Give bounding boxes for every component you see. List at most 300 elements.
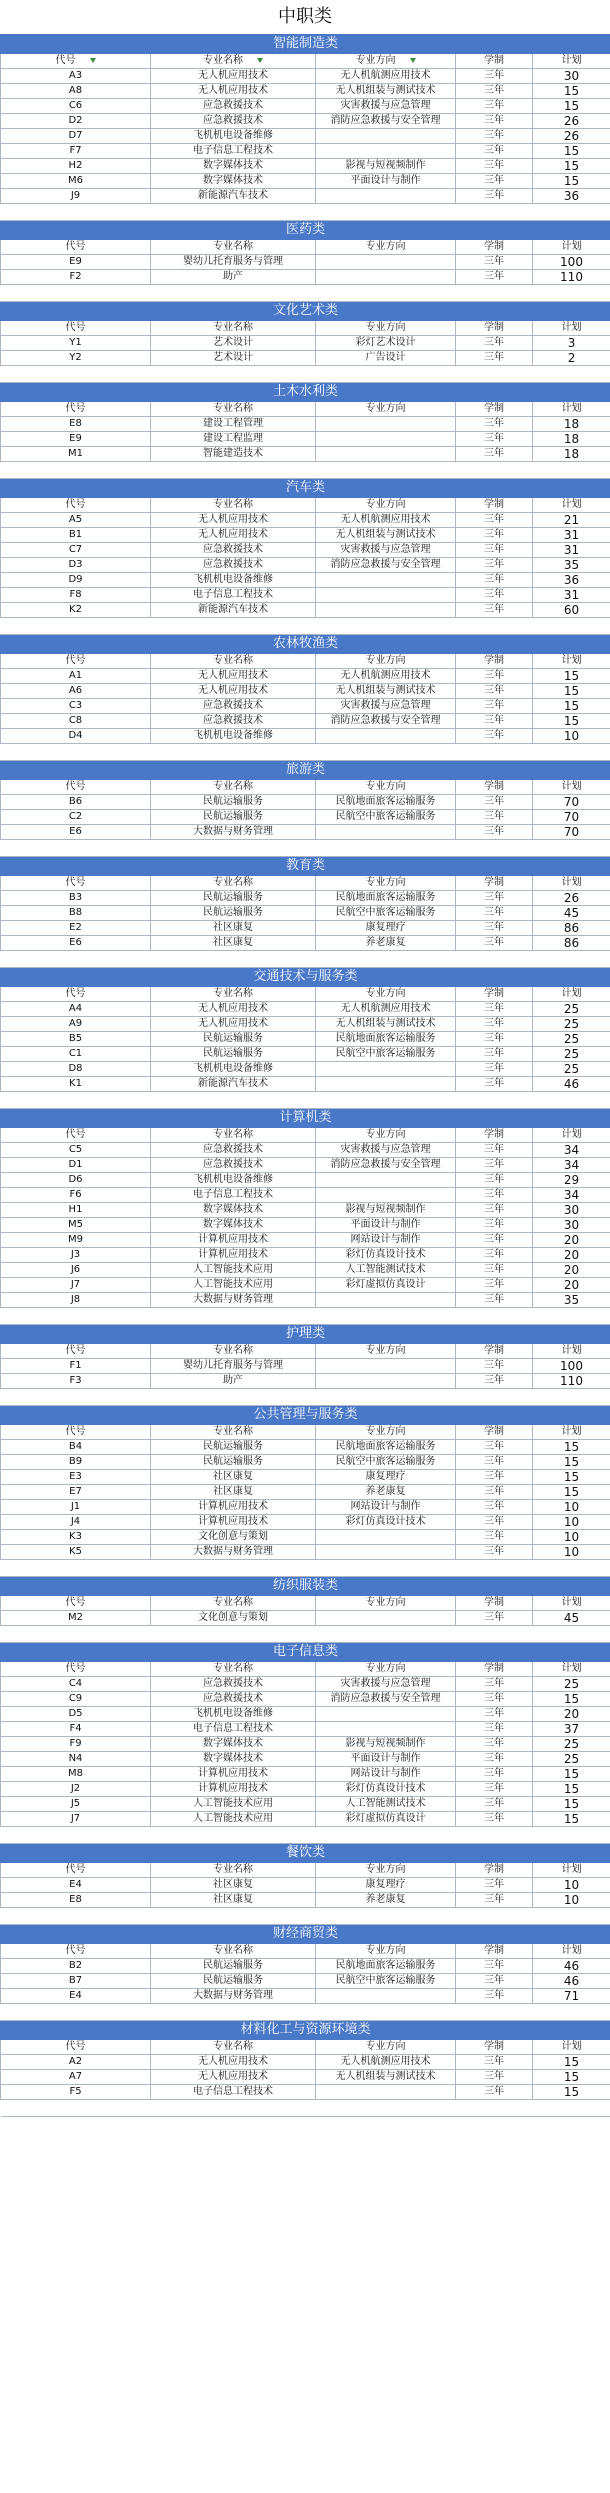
header-plan: 计划 xyxy=(533,1863,610,1878)
cell-years: 三年 xyxy=(456,810,533,825)
header-plan: 计划 xyxy=(533,498,610,513)
header-direction: 专业方向 xyxy=(316,780,456,795)
cell-plan: 10 xyxy=(533,1500,610,1515)
table-row xyxy=(1,1515,610,1530)
cell-code: E9 xyxy=(1,255,151,270)
table-row xyxy=(1,795,610,810)
header-years: 学制 xyxy=(456,876,533,891)
cell-years: 三年 xyxy=(456,558,533,573)
cell-direction: 养老康复 xyxy=(316,1485,456,1500)
section-gap xyxy=(1,1827,610,1844)
header-row xyxy=(1,987,610,1002)
cell-direction: 无人机航测应用技术 xyxy=(316,69,456,84)
cell-plan: 10 xyxy=(533,1893,610,1908)
header-row xyxy=(1,1863,610,1878)
cell-direction: 人工智能测试技术 xyxy=(316,1797,456,1812)
cell-code: B3 xyxy=(1,891,151,906)
cell-major: 新能源汽车技术 xyxy=(151,189,316,204)
table-row xyxy=(1,1707,610,1722)
cell-direction: 康复理疗 xyxy=(316,1470,456,1485)
cell-major: 飞机机电设备维修 xyxy=(151,1707,316,1722)
cell-direction xyxy=(316,573,456,588)
header-plan: 计划 xyxy=(533,1425,610,1440)
table-row xyxy=(1,1455,610,1470)
table-row xyxy=(1,1233,610,1248)
cell-plan: 70 xyxy=(533,825,610,840)
filter-dropdown-icon[interactable] xyxy=(410,58,416,63)
table-row xyxy=(1,1470,610,1485)
cell-years: 三年 xyxy=(456,336,533,351)
cell-major: 大数据与财务管理 xyxy=(151,1293,316,1308)
cell-years: 三年 xyxy=(456,270,533,285)
cell-plan: 15 xyxy=(533,699,610,714)
section-gap xyxy=(1,744,610,761)
cell-years: 三年 xyxy=(456,573,533,588)
cell-plan: 21 xyxy=(533,513,610,528)
header-major[interactable]: 专业名称 xyxy=(151,54,316,69)
table-row xyxy=(1,174,610,189)
header-row xyxy=(1,498,610,513)
cell-code: C6 xyxy=(1,99,151,114)
cell-direction xyxy=(316,1188,456,1203)
cell-plan: 15 xyxy=(533,1455,610,1470)
category-row xyxy=(1,2021,610,2040)
cell-major: 社区康复 xyxy=(151,936,316,951)
cell-code: M2 xyxy=(1,1611,151,1626)
cell-code: C4 xyxy=(1,1677,151,1692)
cell-direction: 彩灯虚拟仿真设计 xyxy=(316,1812,456,1827)
category-title: 医药类 xyxy=(1,221,610,240)
cell-direction xyxy=(316,447,456,462)
cell-major: 数字媒体技术 xyxy=(151,1203,316,1218)
cell-major: 新能源汽车技术 xyxy=(151,603,316,618)
header-code: 代号 xyxy=(1,2040,151,2055)
cell-direction: 网站设计与制作 xyxy=(316,1500,456,1515)
header-years: 学制 xyxy=(456,54,533,69)
header-years: 学制 xyxy=(456,1863,533,1878)
cell-plan: 10 xyxy=(533,1545,610,1560)
table-row xyxy=(1,891,610,906)
cell-code: D8 xyxy=(1,1062,151,1077)
header-code: 代号 xyxy=(1,1662,151,1677)
category-title: 土木水利类 xyxy=(1,383,610,402)
section-gap xyxy=(1,1560,610,1577)
cell-plan: 46 xyxy=(533,1077,610,1092)
cell-direction xyxy=(316,1374,456,1389)
header-code: 代号 xyxy=(1,402,151,417)
cell-code: A4 xyxy=(1,1002,151,1017)
cell-plan: 86 xyxy=(533,921,610,936)
cell-code: E2 xyxy=(1,921,151,936)
cell-plan: 25 xyxy=(533,1752,610,1767)
cell-years: 三年 xyxy=(456,1530,533,1545)
table-row xyxy=(1,336,610,351)
category-title: 护理类 xyxy=(1,1325,610,1344)
cell-plan: 34 xyxy=(533,1143,610,1158)
cell-major: 电子信息工程技术 xyxy=(151,144,316,159)
table-row xyxy=(1,1611,610,1626)
cell-code: J8 xyxy=(1,1293,151,1308)
cell-plan: 25 xyxy=(533,1002,610,1017)
cell-code: M5 xyxy=(1,1218,151,1233)
table-row xyxy=(1,1248,610,1263)
table-row xyxy=(1,810,610,825)
header-plan: 计划 xyxy=(533,780,610,795)
cell-direction: 民航空中旅客运输服务 xyxy=(316,906,456,921)
cell-major: 民航运输服务 xyxy=(151,906,316,921)
header-code: 代号 xyxy=(1,1425,151,1440)
header-plan: 计划 xyxy=(533,2040,610,2055)
table-row xyxy=(1,1677,610,1692)
cell-plan: 3 xyxy=(533,336,610,351)
cell-major: 人工智能技术应用 xyxy=(151,1812,316,1827)
table-row xyxy=(1,1077,610,1092)
cell-code: J7 xyxy=(1,1812,151,1827)
cell-direction xyxy=(316,825,456,840)
cell-major: 电子信息工程技术 xyxy=(151,588,316,603)
cell-years: 三年 xyxy=(456,891,533,906)
cell-years: 三年 xyxy=(456,1500,533,1515)
header-major: 专业名称 xyxy=(151,987,316,1002)
cell-major: 社区康复 xyxy=(151,1893,316,1908)
header-major: 专业名称 xyxy=(151,240,316,255)
header-years: 学制 xyxy=(456,498,533,513)
cell-major: 计算机应用技术 xyxy=(151,1767,316,1782)
cell-direction: 灾害救援与应急管理 xyxy=(316,99,456,114)
cell-years: 三年 xyxy=(456,189,533,204)
table-row xyxy=(1,1692,610,1707)
table-row xyxy=(1,1893,610,1908)
cell-plan: 15 xyxy=(533,1767,610,1782)
cell-plan: 10 xyxy=(533,1515,610,1530)
cell-years: 三年 xyxy=(456,1485,533,1500)
cell-major: 建设工程监理 xyxy=(151,432,316,447)
cell-code: D2 xyxy=(1,114,151,129)
section-gap xyxy=(1,1908,610,1925)
cell-major: 应急救援技术 xyxy=(151,1677,316,1692)
header-plan: 计划 xyxy=(533,240,610,255)
category-title: 电子信息类 xyxy=(1,1643,610,1662)
cell-plan: 15 xyxy=(533,1692,610,1707)
cell-years: 三年 xyxy=(456,1047,533,1062)
table-row xyxy=(1,1737,610,1752)
cell-code: B5 xyxy=(1,1032,151,1047)
cell-direction: 养老康复 xyxy=(316,936,456,951)
header-row xyxy=(1,876,610,891)
cell-years: 三年 xyxy=(456,1032,533,1047)
cell-direction: 无人机组装与测试技术 xyxy=(316,2070,456,2085)
cell-years: 三年 xyxy=(456,99,533,114)
cell-years: 三年 xyxy=(456,1677,533,1692)
header-code: 代号 xyxy=(1,1944,151,1959)
header-code: 代号 xyxy=(1,498,151,513)
cell-code: H2 xyxy=(1,159,151,174)
table-row xyxy=(1,528,610,543)
cell-major: 大数据与财务管理 xyxy=(151,1989,316,2004)
cell-plan: 25 xyxy=(533,1047,610,1062)
cell-direction xyxy=(316,1293,456,1308)
cell-years: 三年 xyxy=(456,432,533,447)
table-row xyxy=(1,144,610,159)
category-row xyxy=(1,968,610,987)
cell-major: 无人机应用技术 xyxy=(151,513,316,528)
header-major: 专业名称 xyxy=(151,321,316,336)
cell-major: 飞机机电设备维修 xyxy=(151,129,316,144)
cell-plan: 25 xyxy=(533,1017,610,1032)
cell-major: 数字媒体技术 xyxy=(151,159,316,174)
cell-direction xyxy=(316,417,456,432)
section-gap xyxy=(1,1389,610,1406)
cell-plan: 86 xyxy=(533,936,610,951)
table-row xyxy=(1,1032,610,1047)
cell-years: 三年 xyxy=(456,1143,533,1158)
cell-plan: 15 xyxy=(533,2085,610,2100)
category-title: 教育类 xyxy=(1,857,610,876)
cell-plan: 15 xyxy=(533,174,610,189)
cell-plan: 110 xyxy=(533,270,610,285)
cell-code: A9 xyxy=(1,1017,151,1032)
cell-major: 智能建造技术 xyxy=(151,447,316,462)
header-years: 学制 xyxy=(456,1128,533,1143)
cell-major: 无人机应用技术 xyxy=(151,2055,316,2070)
cell-years: 三年 xyxy=(456,1293,533,1308)
cell-years: 三年 xyxy=(456,1173,533,1188)
cell-code: E4 xyxy=(1,1878,151,1893)
header-major: 专业名称 xyxy=(151,498,316,513)
cell-direction: 无人机航测应用技术 xyxy=(316,1002,456,1017)
cell-major: 应急救援技术 xyxy=(151,699,316,714)
table-row xyxy=(1,1374,610,1389)
cell-code: H1 xyxy=(1,1203,151,1218)
header-direction: 专业方向 xyxy=(316,240,456,255)
category-title: 计算机类 xyxy=(1,1109,610,1128)
cell-plan: 45 xyxy=(533,1611,610,1626)
header-direction: 专业方向 xyxy=(316,1863,456,1878)
category-title: 汽车类 xyxy=(1,479,610,498)
category-row xyxy=(1,302,610,321)
cell-code: C5 xyxy=(1,1143,151,1158)
cell-code: K2 xyxy=(1,603,151,618)
header-years: 学制 xyxy=(456,240,533,255)
cell-direction: 康复理疗 xyxy=(316,1878,456,1893)
category-title: 材料化工与资源环境类 xyxy=(1,2021,610,2040)
cell-direction xyxy=(316,1062,456,1077)
cell-direction: 广告设计 xyxy=(316,351,456,366)
cell-major: 文化创意与策划 xyxy=(151,1611,316,1626)
cell-code: B7 xyxy=(1,1974,151,1989)
table-row xyxy=(1,1989,610,2004)
cell-plan: 25 xyxy=(533,1737,610,1752)
cell-direction: 影视与短视频制作 xyxy=(316,1737,456,1752)
cell-years: 三年 xyxy=(456,513,533,528)
cell-plan: 18 xyxy=(533,447,610,462)
cell-direction: 彩灯仿真设计技术 xyxy=(316,1782,456,1797)
cell-plan: 26 xyxy=(533,891,610,906)
category-title: 交通技术与服务类 xyxy=(1,968,610,987)
cell-years: 三年 xyxy=(456,159,533,174)
cell-direction xyxy=(316,1173,456,1188)
cell-code: F6 xyxy=(1,1188,151,1203)
cell-major: 无人机应用技术 xyxy=(151,669,316,684)
cell-code: J4 xyxy=(1,1515,151,1530)
header-code: 代号 xyxy=(1,1344,151,1359)
cell-code: A5 xyxy=(1,513,151,528)
cell-plan: 26 xyxy=(533,114,610,129)
page-title: 中职类 xyxy=(278,6,332,27)
cell-code: E6 xyxy=(1,825,151,840)
cell-direction: 平面设计与制作 xyxy=(316,1218,456,1233)
cell-code: F9 xyxy=(1,1737,151,1752)
cell-code: M8 xyxy=(1,1767,151,1782)
header-code[interactable]: 代号 xyxy=(1,54,151,69)
cell-years: 三年 xyxy=(456,669,533,684)
table-row xyxy=(1,1062,610,1077)
header-major: 专业名称 xyxy=(151,2040,316,2055)
table-row xyxy=(1,2070,610,2085)
cell-years: 三年 xyxy=(456,417,533,432)
header-years: 学制 xyxy=(456,780,533,795)
section-gap xyxy=(1,951,610,968)
category-title: 农林牧渔类 xyxy=(1,635,610,654)
cell-major: 无人机应用技术 xyxy=(151,69,316,84)
cell-direction xyxy=(316,189,456,204)
cell-code: A2 xyxy=(1,2055,151,2070)
cell-years: 三年 xyxy=(456,714,533,729)
cell-direction: 平面设计与制作 xyxy=(316,174,456,189)
cell-plan: 20 xyxy=(533,1248,610,1263)
cell-major: 人工智能技术应用 xyxy=(151,1797,316,1812)
table-row xyxy=(1,1188,610,1203)
filter-dropdown-icon[interactable] xyxy=(90,58,96,63)
table-row xyxy=(1,1722,610,1737)
cell-code: B2 xyxy=(1,1959,151,1974)
category-title: 旅游类 xyxy=(1,761,610,780)
table-row xyxy=(1,2055,610,2070)
cell-plan: 70 xyxy=(533,810,610,825)
cell-major: 应急救援技术 xyxy=(151,114,316,129)
cell-major: 大数据与财务管理 xyxy=(151,1545,316,1560)
cell-major: 民航运输服务 xyxy=(151,891,316,906)
cell-code: K3 xyxy=(1,1530,151,1545)
cell-years: 三年 xyxy=(456,1722,533,1737)
header-years: 学制 xyxy=(456,987,533,1002)
cell-code: J3 xyxy=(1,1248,151,1263)
table-row xyxy=(1,1203,610,1218)
table-row xyxy=(1,729,610,744)
header-major: 专业名称 xyxy=(151,1425,316,1440)
header-years: 学制 xyxy=(456,1662,533,1677)
cell-years: 三年 xyxy=(456,144,533,159)
cell-plan: 15 xyxy=(533,1470,610,1485)
cell-direction: 消防应急救援与安全管理 xyxy=(316,558,456,573)
cell-direction xyxy=(316,255,456,270)
cell-years: 三年 xyxy=(456,1812,533,1827)
cell-major: 数字媒体技术 xyxy=(151,1737,316,1752)
header-direction: 专业方向 xyxy=(316,1344,456,1359)
cell-direction: 无人机航测应用技术 xyxy=(316,669,456,684)
header-plan: 计划 xyxy=(533,321,610,336)
cell-code: B8 xyxy=(1,906,151,921)
header-major: 专业名称 xyxy=(151,402,316,417)
cell-code: E8 xyxy=(1,1893,151,1908)
cell-direction xyxy=(316,129,456,144)
cell-code: C3 xyxy=(1,699,151,714)
cell-major: 民航运输服务 xyxy=(151,1455,316,1470)
cell-years: 三年 xyxy=(456,1797,533,1812)
header-plan: 计划 xyxy=(533,1596,610,1611)
cell-plan: 35 xyxy=(533,558,610,573)
cell-years: 三年 xyxy=(456,603,533,618)
cell-years: 三年 xyxy=(456,1737,533,1752)
cell-years: 三年 xyxy=(456,129,533,144)
header-years: 学制 xyxy=(456,1425,533,1440)
cell-major: 助产 xyxy=(151,270,316,285)
table-row xyxy=(1,255,610,270)
cell-direction xyxy=(316,2085,456,2100)
cell-plan: 15 xyxy=(533,1485,610,1500)
header-major: 专业名称 xyxy=(151,876,316,891)
cell-code: B6 xyxy=(1,795,151,810)
cell-years: 三年 xyxy=(456,1752,533,1767)
cell-direction: 消防应急救援与安全管理 xyxy=(316,1158,456,1173)
header-direction: 专业方向 xyxy=(316,402,456,417)
cell-plan: 30 xyxy=(533,1218,610,1233)
table-row xyxy=(1,159,610,174)
cell-code: E3 xyxy=(1,1470,151,1485)
table-row xyxy=(1,1974,610,1989)
header-major: 专业名称 xyxy=(151,1344,316,1359)
cell-years: 三年 xyxy=(456,1002,533,1017)
table-row xyxy=(1,1359,610,1374)
cell-major: 社区康复 xyxy=(151,921,316,936)
cell-years: 三年 xyxy=(456,2070,533,2085)
table-row xyxy=(1,189,610,204)
cell-major: 婴幼儿托育服务与管理 xyxy=(151,1359,316,1374)
cell-direction xyxy=(316,588,456,603)
cell-years: 三年 xyxy=(456,1062,533,1077)
category-title: 餐饮类 xyxy=(1,1844,610,1863)
cell-years: 三年 xyxy=(456,1203,533,1218)
cell-plan: 20 xyxy=(533,1278,610,1293)
cell-major: 应急救援技术 xyxy=(151,543,316,558)
header-years: 学制 xyxy=(456,321,533,336)
cell-code: A3 xyxy=(1,69,151,84)
cell-plan: 15 xyxy=(533,684,610,699)
cell-direction: 灾害救援与应急管理 xyxy=(316,1677,456,1692)
cell-plan: 36 xyxy=(533,573,610,588)
cell-plan: 30 xyxy=(533,69,610,84)
cell-plan: 46 xyxy=(533,1959,610,1974)
cell-years: 三年 xyxy=(456,684,533,699)
header-code: 代号 xyxy=(1,240,151,255)
cell-plan: 20 xyxy=(533,1233,610,1248)
header-direction[interactable]: 专业方向 xyxy=(316,54,456,69)
table-row xyxy=(1,99,610,114)
header-major: 专业名称 xyxy=(151,1863,316,1878)
cell-major: 无人机应用技术 xyxy=(151,2070,316,2085)
cell-direction: 消防应急救援与安全管理 xyxy=(316,714,456,729)
table-row xyxy=(1,69,610,84)
filter-dropdown-icon[interactable] xyxy=(257,58,263,63)
category-row xyxy=(1,1109,610,1128)
cell-major: 电子信息工程技术 xyxy=(151,1188,316,1203)
cell-major: 应急救援技术 xyxy=(151,714,316,729)
cell-plan: 31 xyxy=(533,543,610,558)
header-plan: 计划 xyxy=(533,1662,610,1677)
cell-direction: 民航空中旅客运输服务 xyxy=(316,810,456,825)
cell-plan: 15 xyxy=(533,144,610,159)
table-row xyxy=(1,1878,610,1893)
